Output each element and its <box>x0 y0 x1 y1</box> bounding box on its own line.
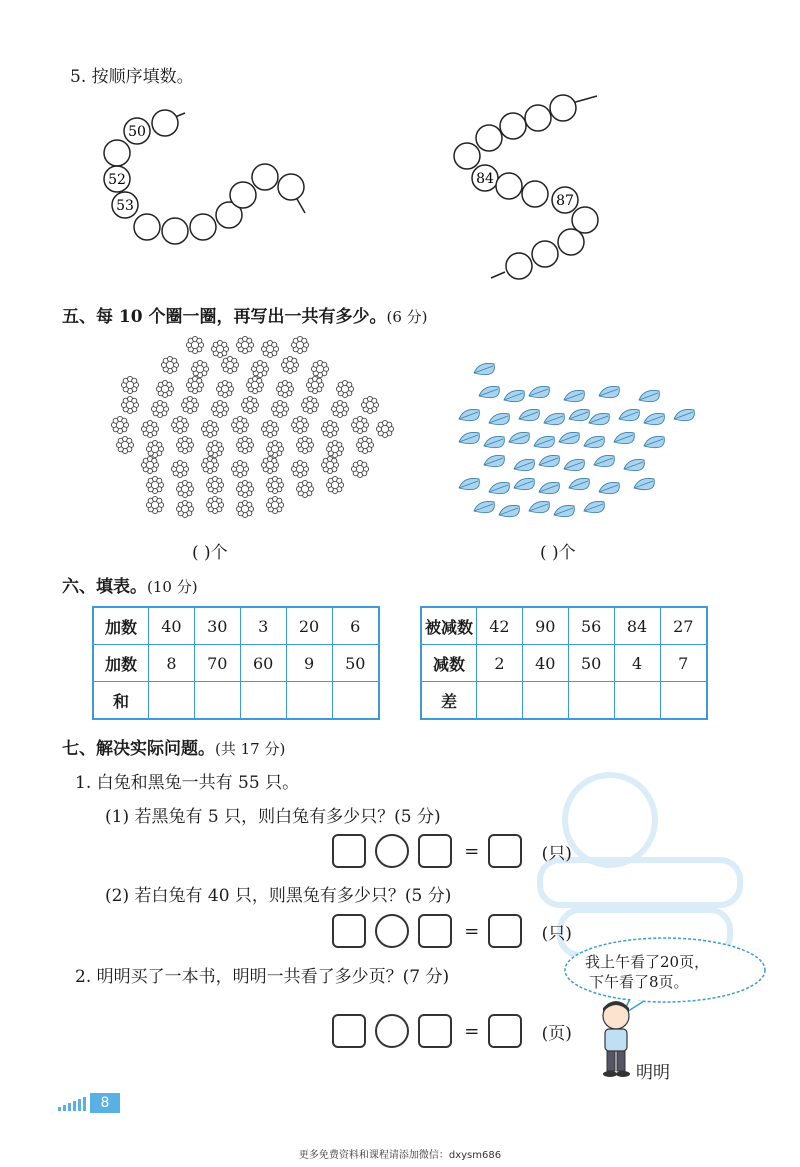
flower-icon <box>236 436 253 453</box>
unit-label: (只) <box>541 843 572 864</box>
flower-icon <box>301 396 318 413</box>
cell: 7 <box>660 645 707 682</box>
bead-chain-right <box>445 90 605 285</box>
flower-icon <box>171 460 188 477</box>
flower-icon <box>151 400 168 417</box>
flower-icon <box>176 480 193 497</box>
flower-icon <box>306 376 323 393</box>
flower-icon <box>141 456 158 473</box>
cell: 84 <box>614 607 660 645</box>
cell: 50 <box>568 645 614 682</box>
operator-circle[interactable] <box>375 1014 409 1048</box>
page-bars-decoration <box>58 1097 90 1111</box>
flower-icon <box>291 460 308 477</box>
flower-cluster <box>110 330 410 530</box>
answer-box[interactable] <box>332 1014 366 1048</box>
table-header: 被减数 <box>421 607 477 645</box>
flower-icon <box>181 396 198 413</box>
cell: 56 <box>568 607 614 645</box>
answer-count-right: ( )个 <box>540 543 576 563</box>
answer-box[interactable] <box>332 914 366 948</box>
flower-icon <box>261 420 278 437</box>
bead-label: 52 <box>108 172 126 188</box>
cell: 27 <box>660 607 707 645</box>
question-7-2: 2. 明明买了一本书，明明一共看了多少页？(7 分) <box>75 967 450 987</box>
flower-icon <box>176 436 193 453</box>
flower-icon <box>266 476 283 493</box>
answer-box[interactable] <box>418 1014 452 1048</box>
question-7-1-a: (1) 若黑兔有 5 只，则白兔有多少只？(5 分) <box>105 807 441 827</box>
bead <box>152 110 178 136</box>
flower-icon <box>141 420 158 437</box>
flower-icon <box>236 500 253 517</box>
operator-circle[interactable] <box>375 914 409 948</box>
flower-icon <box>161 356 178 373</box>
flower-icon <box>331 400 348 417</box>
cell: 60 <box>240 645 286 682</box>
answer-cell[interactable] <box>477 682 523 720</box>
bead <box>104 140 130 166</box>
answer-box[interactable] <box>418 834 452 868</box>
bead-label: 84 <box>476 171 494 187</box>
bead <box>278 174 304 200</box>
flower-icon <box>216 380 233 397</box>
question-5-label: 5. 按顺序填数。 <box>70 67 194 87</box>
flower-icon <box>231 460 248 477</box>
answer-cell[interactable] <box>332 682 379 720</box>
answer-cell[interactable] <box>149 682 195 720</box>
flower-icon <box>176 500 193 517</box>
bead <box>162 218 188 244</box>
page-number: 8 <box>90 1093 120 1113</box>
operator-circle[interactable] <box>375 834 409 868</box>
flower-icon <box>266 496 283 513</box>
table-header: 和 <box>93 682 149 720</box>
cell: 9 <box>286 645 332 682</box>
result-box[interactable] <box>488 914 522 948</box>
flower-icon <box>321 420 338 437</box>
bubble-line: 下午看了8页。 <box>589 973 689 991</box>
equation-row-3 <box>332 1014 576 1048</box>
bubble-text <box>585 952 709 992</box>
section-5-title: 五、每 10 个圈一圈，再写出一共有多少。(6 分) <box>62 307 428 327</box>
flower-icon <box>261 456 278 473</box>
section-7-title: 七、解决实际问题。(共 17 分) <box>62 739 286 759</box>
flower-icon <box>111 416 128 433</box>
bead-label: 53 <box>116 198 134 214</box>
flower-icon <box>351 416 368 433</box>
flower-icon <box>206 496 223 513</box>
addition-table <box>92 606 380 720</box>
bead <box>190 214 216 240</box>
flower-icon <box>246 376 263 393</box>
flower-icon <box>291 416 308 433</box>
flower-icon <box>121 396 138 413</box>
flower-icon <box>271 400 288 417</box>
table-header: 加数 <box>93 607 149 645</box>
answer-cell[interactable] <box>522 682 568 720</box>
flower-icon <box>146 440 163 457</box>
footer-note: 更多免费资料和课程请添加微信：dxysm686 <box>298 1150 502 1161</box>
equals-sign: = <box>464 840 480 862</box>
flower-icon <box>376 420 393 437</box>
flower-icon <box>186 376 203 393</box>
table-header: 加数 <box>93 645 149 682</box>
cell: 20 <box>286 607 332 645</box>
flower-icon <box>211 340 228 357</box>
flower-icon <box>311 360 328 377</box>
question-7-1-b: (2) 若白兔有 40 只，则黑兔有多少只？(5 分) <box>105 886 452 906</box>
flower-icon <box>201 420 218 437</box>
flower-icon <box>146 476 163 493</box>
flower-icon <box>296 436 313 453</box>
flower-icon <box>201 456 218 473</box>
flower-icon <box>206 476 223 493</box>
flower-icon <box>261 340 278 357</box>
leaf-cluster <box>450 355 710 530</box>
flower-icon <box>171 416 188 433</box>
bubble-line: 我上午看了20页， <box>585 953 710 971</box>
question-7-1: 1. 白兔和黑兔一共有 55 只。 <box>75 773 300 793</box>
flower-icon <box>361 396 378 413</box>
flower-icon <box>146 496 163 513</box>
answer-box[interactable] <box>418 914 452 948</box>
flower-icon <box>351 460 368 477</box>
flower-icon <box>236 480 253 497</box>
answer-cell[interactable] <box>660 682 707 720</box>
flower-icon <box>251 360 268 377</box>
subtraction-table <box>420 606 708 720</box>
cell: 4 <box>614 645 660 682</box>
table-header: 差 <box>421 682 477 720</box>
equation-row-1 <box>332 834 576 868</box>
cell: 42 <box>477 607 523 645</box>
flower-icon <box>191 360 208 377</box>
bead-chain-left <box>95 95 325 255</box>
flower-icon <box>266 440 283 457</box>
unit-label: (页) <box>541 1023 572 1044</box>
flower-icon <box>296 480 313 497</box>
cell: 6 <box>332 607 379 645</box>
bead <box>230 182 256 208</box>
cell: 90 <box>522 607 568 645</box>
flower-icon <box>221 356 238 373</box>
answer-count-left: ( )个 <box>192 543 228 563</box>
cell: 2 <box>477 645 523 682</box>
boy-character <box>596 1000 636 1080</box>
flower-icon <box>236 336 253 353</box>
cell: 40 <box>149 607 195 645</box>
flower-icon <box>321 456 338 473</box>
answer-cell[interactable] <box>286 682 332 720</box>
answer-cell[interactable] <box>194 682 240 720</box>
flower-icon <box>206 440 223 457</box>
flower-icon <box>116 436 133 453</box>
flower-icon <box>231 416 248 433</box>
flower-icon <box>281 356 298 373</box>
cell: 40 <box>522 645 568 682</box>
cell: 50 <box>332 645 379 682</box>
equals-sign: = <box>464 1020 480 1042</box>
flower-icon <box>121 376 138 393</box>
flower-icon <box>326 440 343 457</box>
answer-cell[interactable] <box>568 682 614 720</box>
answer-cell[interactable] <box>614 682 660 720</box>
flower-icon <box>156 380 173 397</box>
cell: 30 <box>194 607 240 645</box>
cell: 8 <box>149 645 195 682</box>
flower-icon <box>291 336 308 353</box>
flower-icon <box>336 380 353 397</box>
character-name: 明明 <box>636 1063 670 1083</box>
bead-label: 87 <box>556 193 574 209</box>
unit-label: (只) <box>541 923 572 944</box>
cell: 70 <box>194 645 240 682</box>
flower-icon <box>211 400 228 417</box>
flower-icon <box>356 436 373 453</box>
result-box[interactable] <box>488 834 522 868</box>
answer-cell[interactable] <box>240 682 286 720</box>
flower-icon <box>276 380 293 397</box>
answer-box[interactable] <box>332 834 366 868</box>
section-6-title: 六、填表。(10 分) <box>62 577 198 597</box>
flower-icon <box>241 396 258 413</box>
table-header: 减数 <box>421 645 477 682</box>
flower-icon <box>186 336 203 353</box>
bead <box>252 164 278 190</box>
cell: 3 <box>240 607 286 645</box>
result-box[interactable] <box>488 1014 522 1048</box>
flower-icon <box>326 476 343 493</box>
bead <box>134 214 160 240</box>
equals-sign: = <box>464 920 480 942</box>
equation-row-2 <box>332 914 576 948</box>
bead-label: 50 <box>128 124 146 140</box>
